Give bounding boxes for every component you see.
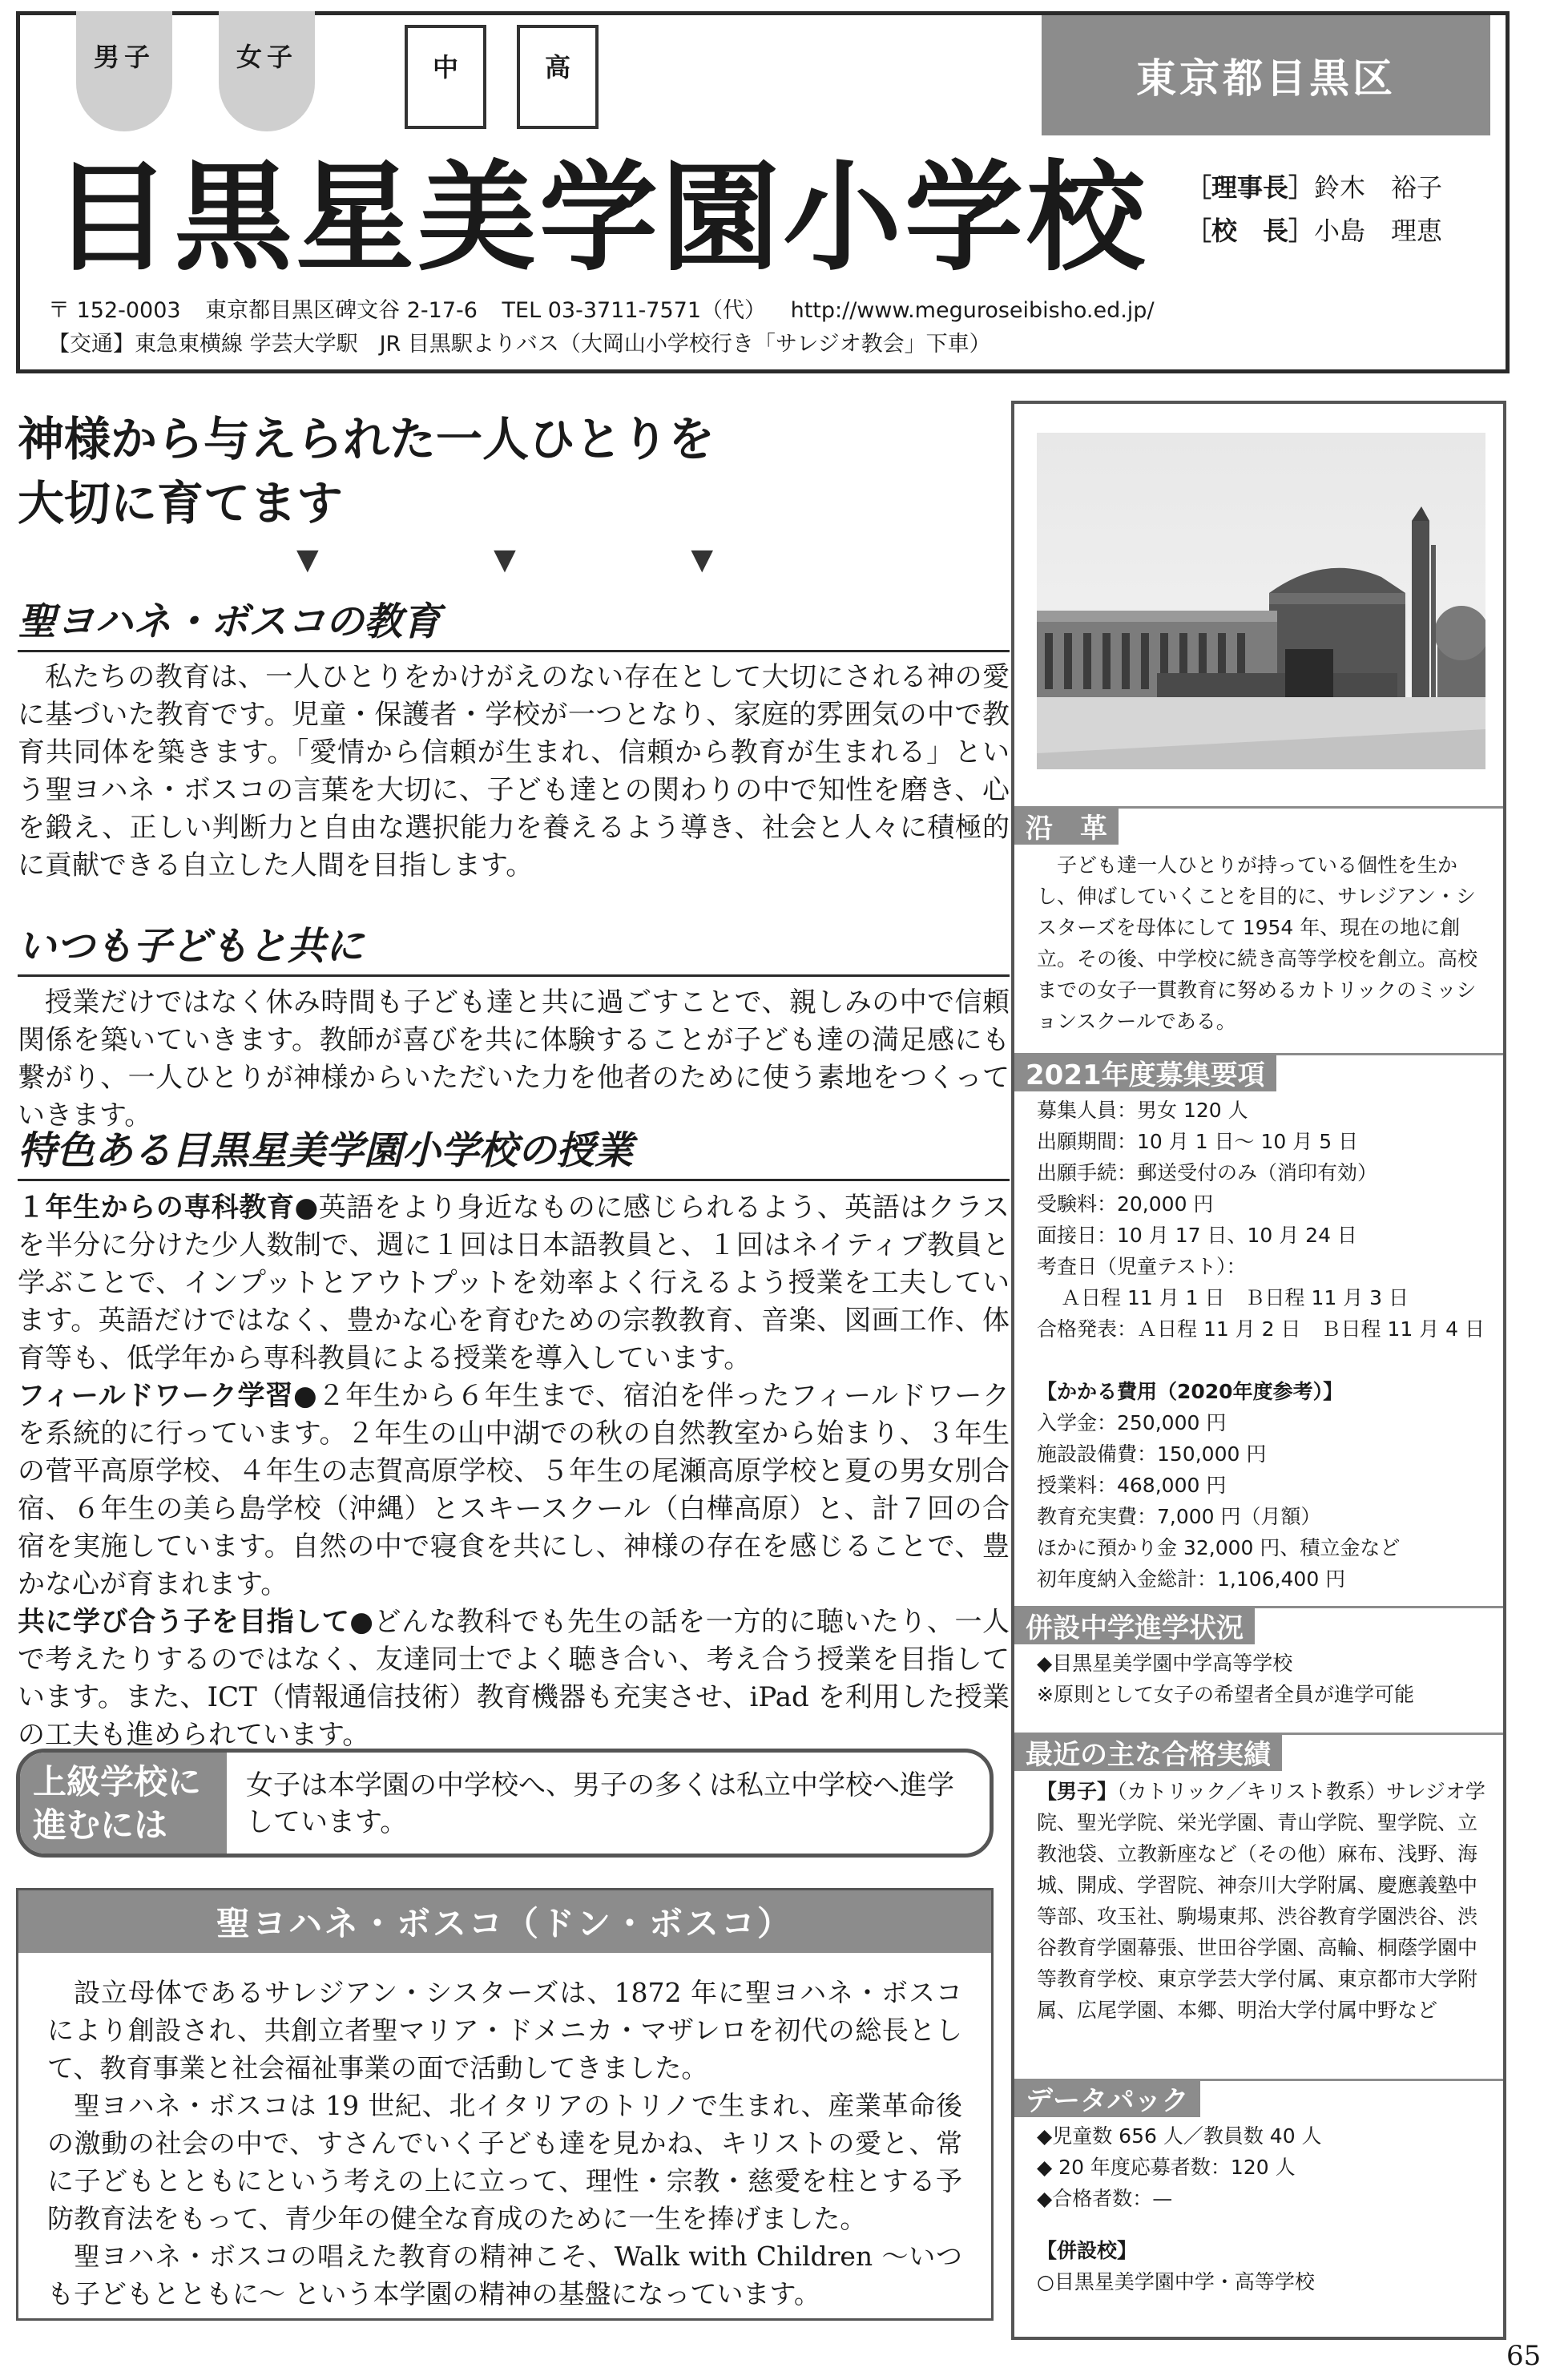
admission-label: 2021年度募集要項 bbox=[1014, 1053, 1276, 1091]
datapack-label: データパック bbox=[1014, 2079, 1200, 2117]
lead-arrows bbox=[296, 543, 713, 576]
level-junior-high: 中 bbox=[405, 25, 486, 129]
tag-girls: 女子 bbox=[219, 11, 315, 131]
feature-lead: １年生からの専科教育● bbox=[18, 1192, 319, 1224]
lead-line: 大切に育てます bbox=[18, 476, 344, 530]
paragraph: 聖ヨハネ・ボスコは 19 世紀、北イタリアのトリノで生まれ、産業革命後の激動の社会の中で、すさんでいく子ども達を見かね、キリストの愛と、常に子どもとともにという考えの上に立って、理性・宗教・慈愛を柱とする予防教育法をもって、青少年の健全な育成のために一生を捧げました。 bbox=[47, 2090, 962, 2234]
triangle-down-icon: ▼ bbox=[494, 543, 516, 576]
section-title bbox=[18, 597, 1010, 652]
lead-headline bbox=[18, 407, 715, 535]
results-info bbox=[1037, 1776, 1485, 2026]
results-lead: 【男子】 bbox=[1037, 1780, 1118, 1803]
section-body bbox=[18, 659, 1010, 885]
fee-line: 授業料：468,000 円 bbox=[1037, 1474, 1227, 1497]
feature-lead: 共に学び合う子を目指して● bbox=[18, 1606, 374, 1638]
affiliated-title: 【併設校】 bbox=[1037, 2239, 1138, 2262]
triangle-down-icon: ▼ bbox=[296, 543, 319, 576]
feature-text: ２年生から６年生まで、宿泊を伴ったフィールドワークを系統的に行っています。２年生の山中湖での秋の自然教室から始まり、３年生の菅平高原学校、４年生の志賀高原学校、５年生の尾瀬高原学校と夏の男女別合宿、６年生の美ら島学校（沖縄）とスキースクール（白樺高原）と、計７回の合宿を実施しています。自然の中で寝食を共にし、神様の存在を感じることで、豊かな心が育まれます。 bbox=[18, 1380, 1010, 1600]
tag-boys: 男子 bbox=[76, 11, 172, 131]
page-number: 65 bbox=[1506, 2340, 1542, 2372]
officer-chairman bbox=[1186, 166, 1442, 209]
officer-name: 鈴木 裕子 bbox=[1314, 172, 1443, 203]
datapack-line: ◆合格者数：— bbox=[1037, 2187, 1173, 2210]
juniorhigh-line: ◆目黒星美学園中学高等学校 bbox=[1037, 1652, 1293, 1675]
section-title-text: いつも子どもと共に bbox=[18, 924, 365, 969]
feature-item bbox=[18, 1189, 1010, 1378]
datapack-line: ◆ 20 年度応募者数：120 人 bbox=[1037, 2156, 1296, 2179]
feature-text: どんな教科でも先生の話を一方的に聴いたり、一人で考えたりするのではなく、友達同士でよく聴き合い、考え合う授業を目指しています。また、ICT（情報通信技術）教育機器も充実させ、iPad を利用した授業の工夫も進められています。 bbox=[18, 1606, 1010, 1751]
admission-info bbox=[1037, 1095, 1485, 1595]
admission-line: 考査日（児童テスト）： bbox=[1037, 1255, 1247, 1278]
admission-line: 面接日：10 月 17 日、10 月 24 日 bbox=[1037, 1224, 1357, 1247]
officer-name: 小島 理恵 bbox=[1314, 216, 1443, 246]
paragraph: 授業だけではなく休み時間も子ども達と共に過ごすことで、親しみの中で信頼関係を築いていきます。教師が喜びを共に体験することが子ども達の満足感にも繋がり、一人ひとりが神様からいただいた力を他者のために使う素地をつくっていきます。 bbox=[18, 986, 1010, 1132]
lead-line: 神様から与えられた一人ひとりを bbox=[18, 412, 716, 466]
access-info: 【交通】東急東横線 学芸大学駅 JR 目黒駅よりバス（大岡山小学校行き「サレジオ教会」下車） bbox=[48, 332, 991, 357]
admission-result: 合格発表：Ａ日程 11 月 2 日 Ｂ日程 11 月 4 日 bbox=[1037, 1317, 1485, 1341]
section-title bbox=[18, 922, 1010, 977]
results-text: （カトリック／キリスト教系）サレジオ学院、聖光学院、栄光学園、青山学院、聖学院、立教池袋、立教新座など（その他）麻布、浅野、海城、開成、学習院、神奈川大学附属、慶應義塾中等部、攻玉社、駒場東邦、渋谷教育学園渋谷、渋谷教育学園幕張、世田谷学園、高輪、桐蔭学園中等教育学校、東京学芸大学付属、東京都市大学附属、広尾学園、本郷、明治大学付属中野など bbox=[1037, 1780, 1485, 2022]
officer-principal bbox=[1186, 209, 1442, 252]
results-paragraph bbox=[1037, 1776, 1485, 2026]
postal-code: 〒 152-0003 bbox=[48, 298, 181, 323]
feature-text: 英語をより身近なものに感じられるよう、英語はクラスを半分に分けた少人数制で、週に１回は日本語教員と、１回はネイティブ教員と学ぶことで、インプットとアウトプットを効率よく行えるよう授業を工夫しています。英語だけではなく、豊かな心を育むための宗教教育、音楽、図画工作、体育等も、低学年から専科教員による授業を導入しています。 bbox=[18, 1192, 1010, 1374]
feature-item bbox=[18, 1378, 1010, 1603]
advance-label-line: 進むには bbox=[33, 1805, 168, 1845]
advance-text: 女子は本学園の中学校へ、男子の多くは私立中学校へ進学しています。 bbox=[246, 1769, 954, 1838]
phone: TEL 03-3711-7571（代） bbox=[502, 298, 766, 323]
section-title-text: 聖ヨハネ・ボスコの教育 bbox=[18, 599, 441, 644]
address: 東京都目黒区碑文谷 2-17-6 bbox=[205, 298, 478, 323]
section-body bbox=[18, 984, 1010, 1135]
school-name: 目黒星美学園小学校 bbox=[52, 147, 1148, 287]
juniorhigh-info bbox=[1037, 1648, 1485, 1710]
fee-line: 初年度納入金総計：1,106,400 円 bbox=[1037, 1567, 1346, 1591]
fee-line: 入学金：250,000 円 bbox=[1037, 1411, 1227, 1434]
info-sidebar bbox=[1011, 401, 1506, 2340]
level-high: 高 bbox=[517, 25, 599, 129]
history-paragraph: 子ども達一人ひとりが持っている個性を生かし、伸ばしていくことを目的に、サレジアン・シスターズを母体にして 1954 年、現在の地に創立。その後、中学校に続き高等学校を創立。高校までの女子一貫教育に努めるカトリックのミッションスクールである。 bbox=[1037, 853, 1478, 1033]
fee-line: ほかに預かり金 32,000 円、積立金など bbox=[1037, 1536, 1401, 1559]
contact-info bbox=[48, 294, 1172, 361]
paragraph: 聖ヨハネ・ボスコの唱えた教育の精神こそ、Walk with Children 〜いつも子どもとともに〜 という本学園の精神の基盤になっています。 bbox=[47, 2241, 962, 2309]
officers bbox=[1186, 166, 1442, 252]
admission-line: 募集人員：男女 120 人 bbox=[1037, 1099, 1248, 1122]
section-title-text: 特色ある目黒星美学園小学校の授業 bbox=[18, 1128, 634, 1173]
affiliated-school: ○目黒星美学園中学・高等学校 bbox=[1037, 2270, 1315, 2293]
officer-role: ［校 長］ bbox=[1186, 216, 1315, 246]
juniorhigh-line: ※原則として女子の希望者全員が進学可能 bbox=[1037, 1683, 1414, 1706]
datapack-info bbox=[1037, 2120, 1485, 2297]
region-badge: 東京都目黒区 bbox=[1042, 15, 1490, 135]
bosco-box bbox=[16, 1888, 994, 2321]
admission-line: 出願期間：10 月 1 日〜 10 月 5 日 bbox=[1037, 1130, 1359, 1153]
school-building-photo bbox=[1037, 433, 1485, 769]
admission-line: 出願手続：郵送受付のみ（消印有効） bbox=[1037, 1161, 1378, 1184]
datapack-line: ◆児童数 656 人／教員数 40 人 bbox=[1037, 2124, 1322, 2148]
triangle-down-icon: ▼ bbox=[691, 543, 713, 576]
advance-box bbox=[16, 1749, 994, 1858]
fees-title: 【かかる費用（2020年度参考）】 bbox=[1037, 1380, 1344, 1403]
fee-line: 教育充実費：7,000 円（月額） bbox=[1037, 1505, 1321, 1528]
paragraph: 設立母体であるサレジアン・シスターズは、1872 年に聖ヨハネ・ボスコにより創設され、共創立者聖マリア・ドメニカ・マザレロを初代の総長として、教育事業と社会福祉事業の面で活動してきました。 bbox=[47, 1977, 962, 2084]
bosco-body bbox=[18, 1953, 991, 2313]
results-label: 最近の主な合格実績 bbox=[1014, 1733, 1282, 1771]
paragraph: 私たちの教育は、一人ひとりをかけがえのない存在として大切にされる神の愛に基づいた教育です。児童・保護者・学校が一つとなり、家庭的雰囲気の中で教育共同体を築きます。「愛情から信頼が生まれ、信頼から教育が生まれる」という聖ヨハネ・ボスコの言葉を大切に、子ども達との関わりの中で知性を磨き、心を鍛え、正しい判断力と自由な選択能力を養えるよう導き、社会と人々に積極的に貢献できる自立した人間を目指します。 bbox=[18, 661, 1010, 881]
school-header bbox=[16, 11, 1510, 373]
admission-subline: Ａ日程 11 月 1 日 Ｂ日程 11 月 3 日 bbox=[1061, 1286, 1409, 1309]
bosco-title: 聖ヨハネ・ボスコ（ドン・ボスコ） bbox=[18, 1890, 991, 1953]
juniorhigh-label: 併設中学進学状況 bbox=[1014, 1606, 1255, 1644]
history-label: 沿 革 bbox=[1014, 806, 1119, 845]
admission-line: 受験料：20,000 円 bbox=[1037, 1192, 1214, 1216]
section-title bbox=[18, 1126, 1010, 1181]
advance-label bbox=[20, 1753, 227, 1854]
officer-role: ［理事長］ bbox=[1186, 172, 1315, 203]
history-text bbox=[1037, 849, 1485, 1037]
section-body bbox=[18, 1189, 1010, 1754]
fee-line: 施設設備費：150,000 円 bbox=[1037, 1442, 1267, 1466]
feature-lead: フィールドワーク学習● bbox=[18, 1380, 318, 1412]
feature-item bbox=[18, 1603, 1010, 1754]
website-link[interactable]: http://www.meguroseibisho.ed.jp/ bbox=[790, 298, 1155, 323]
advance-label-line: 上級学校に bbox=[33, 1762, 202, 1801]
